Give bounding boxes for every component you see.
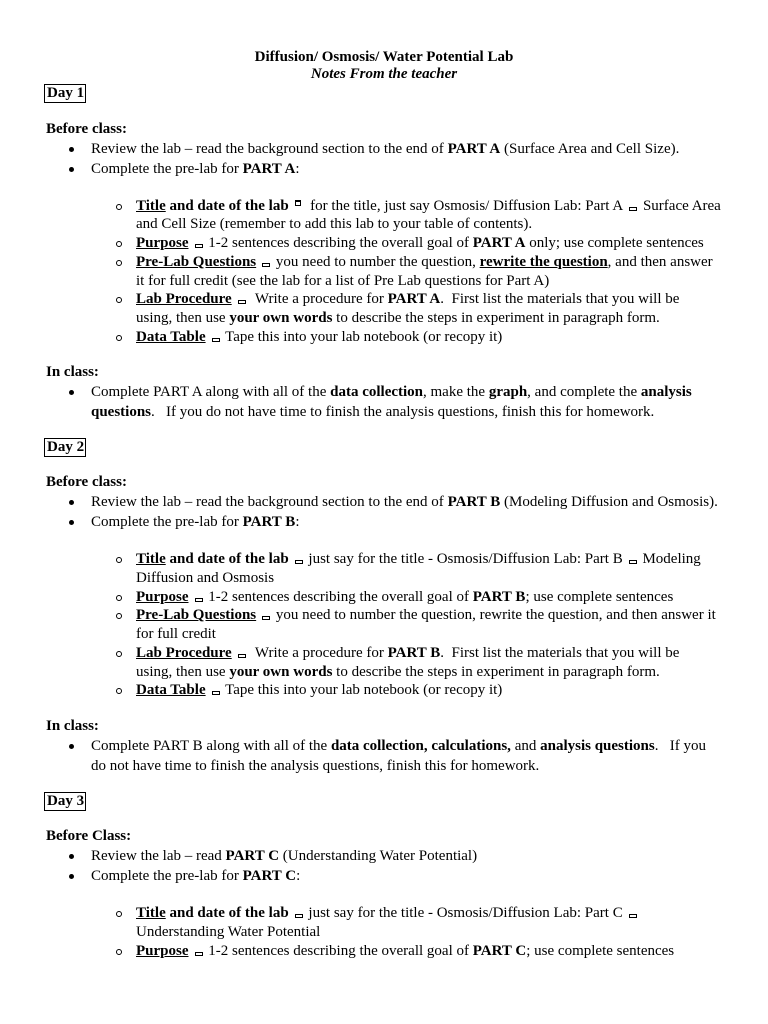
text-run: Tape this into your lab notebook (or recopy it) — [221, 682, 503, 699]
box-glyph-icon — [629, 207, 637, 211]
text-line — [136, 234, 768, 253]
section-block — [0, 473, 768, 700]
sub-list-item — [0, 588, 768, 607]
underlined-label: Data Table — [136, 328, 206, 345]
sub-list-item — [0, 253, 768, 291]
underlined-label: Pre-Lab Questions — [136, 253, 257, 270]
day-section — [0, 84, 768, 422]
text-line — [136, 644, 768, 663]
text-run: Review the lab – read the background section to the end of — [91, 494, 448, 510]
circle-marker-icon — [116, 335, 122, 341]
text-run: (Modeling Diffusion and Osmosis). — [500, 494, 718, 510]
box-glyph-icon — [262, 616, 270, 620]
section-heading: Before class: — [46, 120, 127, 137]
text-run: 1-2 sentences describing the overall goal of — [204, 588, 473, 605]
text-line — [91, 756, 768, 776]
text-line — [136, 588, 768, 607]
circle-marker-icon — [116, 911, 122, 917]
underlined-label: Title — [136, 197, 166, 214]
circle-marker-icon — [116, 557, 122, 563]
section-heading: In class: — [46, 364, 99, 380]
document-subtitle: Notes From the teacher — [310, 65, 458, 82]
text-line — [91, 139, 768, 159]
text-line — [136, 681, 768, 700]
box-glyph-icon — [195, 244, 203, 248]
text-line — [136, 569, 768, 588]
raised-box-glyph-icon — [295, 200, 301, 206]
bullet-list — [0, 382, 768, 422]
bullet-item — [0, 492, 768, 512]
bold-text: your own words — [229, 663, 333, 680]
text-run: (Understanding Water Potential) — [279, 848, 478, 864]
text-line — [136, 663, 768, 682]
text-line — [91, 846, 768, 866]
sub-list-item — [0, 234, 768, 253]
sub-item-list — [0, 550, 768, 700]
text-run: to describe the steps in experiment in paragraph form. — [332, 663, 660, 680]
bold-text: graph — [488, 384, 528, 400]
text-line — [136, 253, 768, 272]
text-run: Complete the pre-lab for — [91, 160, 243, 177]
section-heading: Before Class: — [46, 828, 132, 844]
bold-text: analysis questions — [540, 737, 655, 754]
text-run: , and then answer — [607, 253, 713, 270]
bold-text: questions — [91, 404, 152, 420]
text-run: 1-2 sentences describing the overall goal of — [204, 235, 473, 251]
day-label-row — [0, 792, 768, 811]
text-line — [136, 290, 768, 309]
text-run: you need to number the question, rewrite the question, and then answer it — [272, 607, 716, 624]
text-run: , make the — [423, 384, 489, 400]
box-glyph-icon — [295, 914, 303, 918]
text-line — [136, 550, 768, 569]
bold-text: PART C — [472, 942, 527, 959]
text-run: ; use complete sentences — [526, 942, 675, 959]
text-run: and — [510, 737, 541, 754]
text-run: Complete PART A along with all of the — [91, 384, 331, 400]
text-run: Write a procedure for — [247, 644, 388, 661]
sub-list-item — [0, 328, 768, 347]
bullet-item — [0, 382, 768, 422]
day-label: Day 2 — [44, 438, 86, 457]
text-run: . If you — [654, 737, 706, 754]
underlined-label: Title — [136, 551, 166, 567]
bullet-dot-icon — [69, 500, 74, 505]
text-run: only; use complete sentences — [525, 235, 704, 251]
bullet-list — [0, 736, 768, 776]
text-run: Write a procedure for — [247, 291, 388, 308]
bold-text: and date of the lab — [165, 551, 289, 567]
day-label: Day 3 — [44, 792, 86, 811]
bullet-dot-icon — [69, 874, 74, 879]
bullet-item — [0, 512, 768, 532]
box-glyph-icon — [195, 598, 203, 602]
box-glyph-icon — [629, 914, 637, 918]
text-run: using, then use — [136, 663, 230, 680]
text-line — [136, 606, 768, 625]
text-line — [136, 328, 768, 347]
text-run: . First list the materials that you will be — [440, 291, 680, 308]
bullet-dot-icon — [69, 744, 74, 749]
underlined-label: Pre-Lab Questions — [136, 607, 257, 624]
text-line — [91, 382, 768, 402]
section-heading: In class: — [46, 717, 99, 734]
sub-list-item — [0, 942, 768, 961]
text-line — [91, 402, 768, 422]
sub-item-list — [0, 904, 768, 960]
box-glyph-icon — [629, 560, 637, 564]
bullet-list — [0, 492, 768, 532]
underlined-label: Data Table — [136, 682, 206, 699]
day-label-row — [0, 84, 768, 103]
underlined-label: Purpose — [136, 235, 189, 251]
circle-marker-icon — [116, 595, 122, 601]
text-line — [136, 942, 768, 961]
text-run: Review the lab – read the background section to the end of — [91, 140, 448, 157]
day-label: Day 1 — [44, 84, 86, 103]
bold-text: and date of the lab — [165, 905, 289, 921]
text-line — [136, 923, 768, 942]
bold-text: PART A — [447, 140, 501, 157]
bold-text: PART B — [387, 644, 441, 661]
text-run: . If you do not have time to finish the analysis questions, finish this for homework. — [151, 404, 655, 420]
underlined-label: rewrite the question — [479, 253, 608, 270]
text-line — [91, 512, 768, 532]
day-label-row — [0, 438, 768, 457]
bullet-dot-icon — [69, 854, 74, 859]
box-glyph-icon — [238, 654, 246, 658]
box-glyph-icon — [262, 263, 270, 267]
section-block — [0, 363, 768, 422]
sub-list-item — [0, 681, 768, 700]
underlined-label: Lab Procedure — [136, 291, 232, 308]
section-block — [0, 827, 768, 960]
text-run: do not have time to finish the analysis questions, finish this for homework. — [91, 757, 540, 774]
circle-marker-icon — [116, 260, 122, 266]
text-run: Complete the pre-lab for — [91, 868, 243, 884]
sub-list-item — [0, 290, 768, 328]
text-run: just say for the title - Osmosis/Diffusion Lab: Part C — [304, 905, 623, 921]
text-run: Complete the pre-lab for — [91, 514, 243, 530]
box-glyph-icon — [238, 300, 246, 304]
bullet-dot-icon — [69, 520, 74, 525]
circle-marker-icon — [116, 949, 122, 955]
text-line — [136, 309, 768, 328]
text-run: 1-2 sentences describing the overall goal of — [204, 942, 473, 959]
text-run: to describe the steps in experiment in paragraph form. — [332, 310, 660, 326]
circle-marker-icon — [116, 297, 122, 303]
bullet-dot-icon — [69, 167, 74, 172]
text-run: Tape this into your lab notebook (or recopy it) — [221, 328, 503, 345]
text-line — [136, 272, 768, 291]
text-run: : — [296, 868, 301, 884]
text-run: Review the lab – read — [91, 848, 226, 864]
box-glyph-icon — [212, 338, 220, 342]
sub-item-list — [0, 197, 768, 347]
bold-text: PART A — [472, 235, 526, 251]
text-run: it for full credit (see the lab for a list of Pre Lab questions for Part A) — [136, 272, 550, 289]
text-run: and Cell Size (remember to add this lab to your table of contents). — [136, 216, 533, 233]
bold-text: data collection, calculations, — [330, 737, 511, 754]
bold-text: PART B — [447, 494, 501, 510]
box-glyph-icon — [195, 952, 203, 956]
text-line — [136, 625, 768, 644]
text-run: ; use complete sentences — [525, 588, 674, 605]
bold-text: PART B — [472, 588, 526, 605]
bold-text: data collection — [330, 384, 424, 400]
section-block — [0, 717, 768, 776]
sub-list-item — [0, 197, 768, 235]
bold-text: analysis — [640, 384, 692, 400]
bullet-item — [0, 736, 768, 776]
document-title: Diffusion/ Osmosis/ Water Potential Lab — [254, 48, 514, 65]
bullet-dot-icon — [69, 147, 74, 152]
text-run: : — [295, 160, 300, 177]
text-line — [136, 197, 768, 216]
text-line — [91, 866, 768, 886]
bullet-item — [0, 139, 768, 159]
text-line — [136, 215, 768, 234]
bold-text: PART A — [387, 291, 441, 308]
bold-text: and date of the lab — [165, 197, 289, 214]
text-run: (Surface Area and Cell Size). — [500, 140, 680, 157]
underlined-label: Purpose — [136, 942, 189, 959]
text-run: Modeling — [638, 551, 701, 567]
bullet-dot-icon — [69, 390, 74, 395]
sub-list-item — [0, 550, 768, 588]
box-glyph-icon — [295, 560, 303, 564]
text-run: Complete PART B along with all of the — [91, 737, 331, 754]
text-run: for full credit — [136, 626, 216, 642]
bullet-item — [0, 866, 768, 886]
circle-marker-icon — [116, 241, 122, 247]
bullet-list — [0, 846, 768, 886]
day-section — [0, 438, 768, 776]
text-line — [91, 159, 768, 179]
text-run: Diffusion and Osmosis — [136, 569, 275, 586]
bold-text: PART C — [242, 868, 297, 884]
circle-marker-icon — [116, 688, 122, 694]
text-run: just say for the title - Osmosis/Diffusion Lab: Part B — [304, 551, 623, 567]
section-block — [0, 120, 768, 347]
circle-marker-icon — [116, 204, 122, 210]
sub-list-item — [0, 606, 768, 644]
underlined-label: Title — [136, 905, 166, 921]
text-run: for the title, just say Osmosis/ Diffusion Lab: Part A — [302, 197, 624, 214]
bold-text: PART A — [242, 160, 296, 177]
bold-text: PART C — [225, 848, 280, 864]
circle-marker-icon — [116, 613, 122, 619]
underlined-label: Lab Procedure — [136, 644, 232, 661]
section-heading: Before class: — [46, 474, 127, 490]
bullet-list — [0, 139, 768, 179]
bold-text: your own words — [229, 310, 333, 326]
text-run: , and complete the — [527, 384, 641, 400]
text-run: you need to number the question, — [272, 253, 480, 270]
sub-list-item — [0, 904, 768, 942]
bullet-item — [0, 846, 768, 866]
text-run: Surface Area — [639, 197, 721, 214]
box-glyph-icon — [212, 691, 220, 695]
text-run: . First list the materials that you will be — [440, 644, 680, 661]
bold-text: PART B — [242, 514, 296, 530]
circle-marker-icon — [116, 651, 122, 657]
text-run: Understanding Water Potential — [136, 923, 321, 940]
day-section — [0, 792, 768, 961]
text-line — [91, 736, 768, 756]
underlined-label: Purpose — [136, 588, 189, 605]
sub-list-item — [0, 644, 768, 682]
text-run: using, then use — [136, 310, 230, 326]
text-line — [91, 492, 768, 512]
bullet-item — [0, 159, 768, 179]
text-line — [136, 904, 768, 923]
text-run: : — [295, 514, 300, 530]
